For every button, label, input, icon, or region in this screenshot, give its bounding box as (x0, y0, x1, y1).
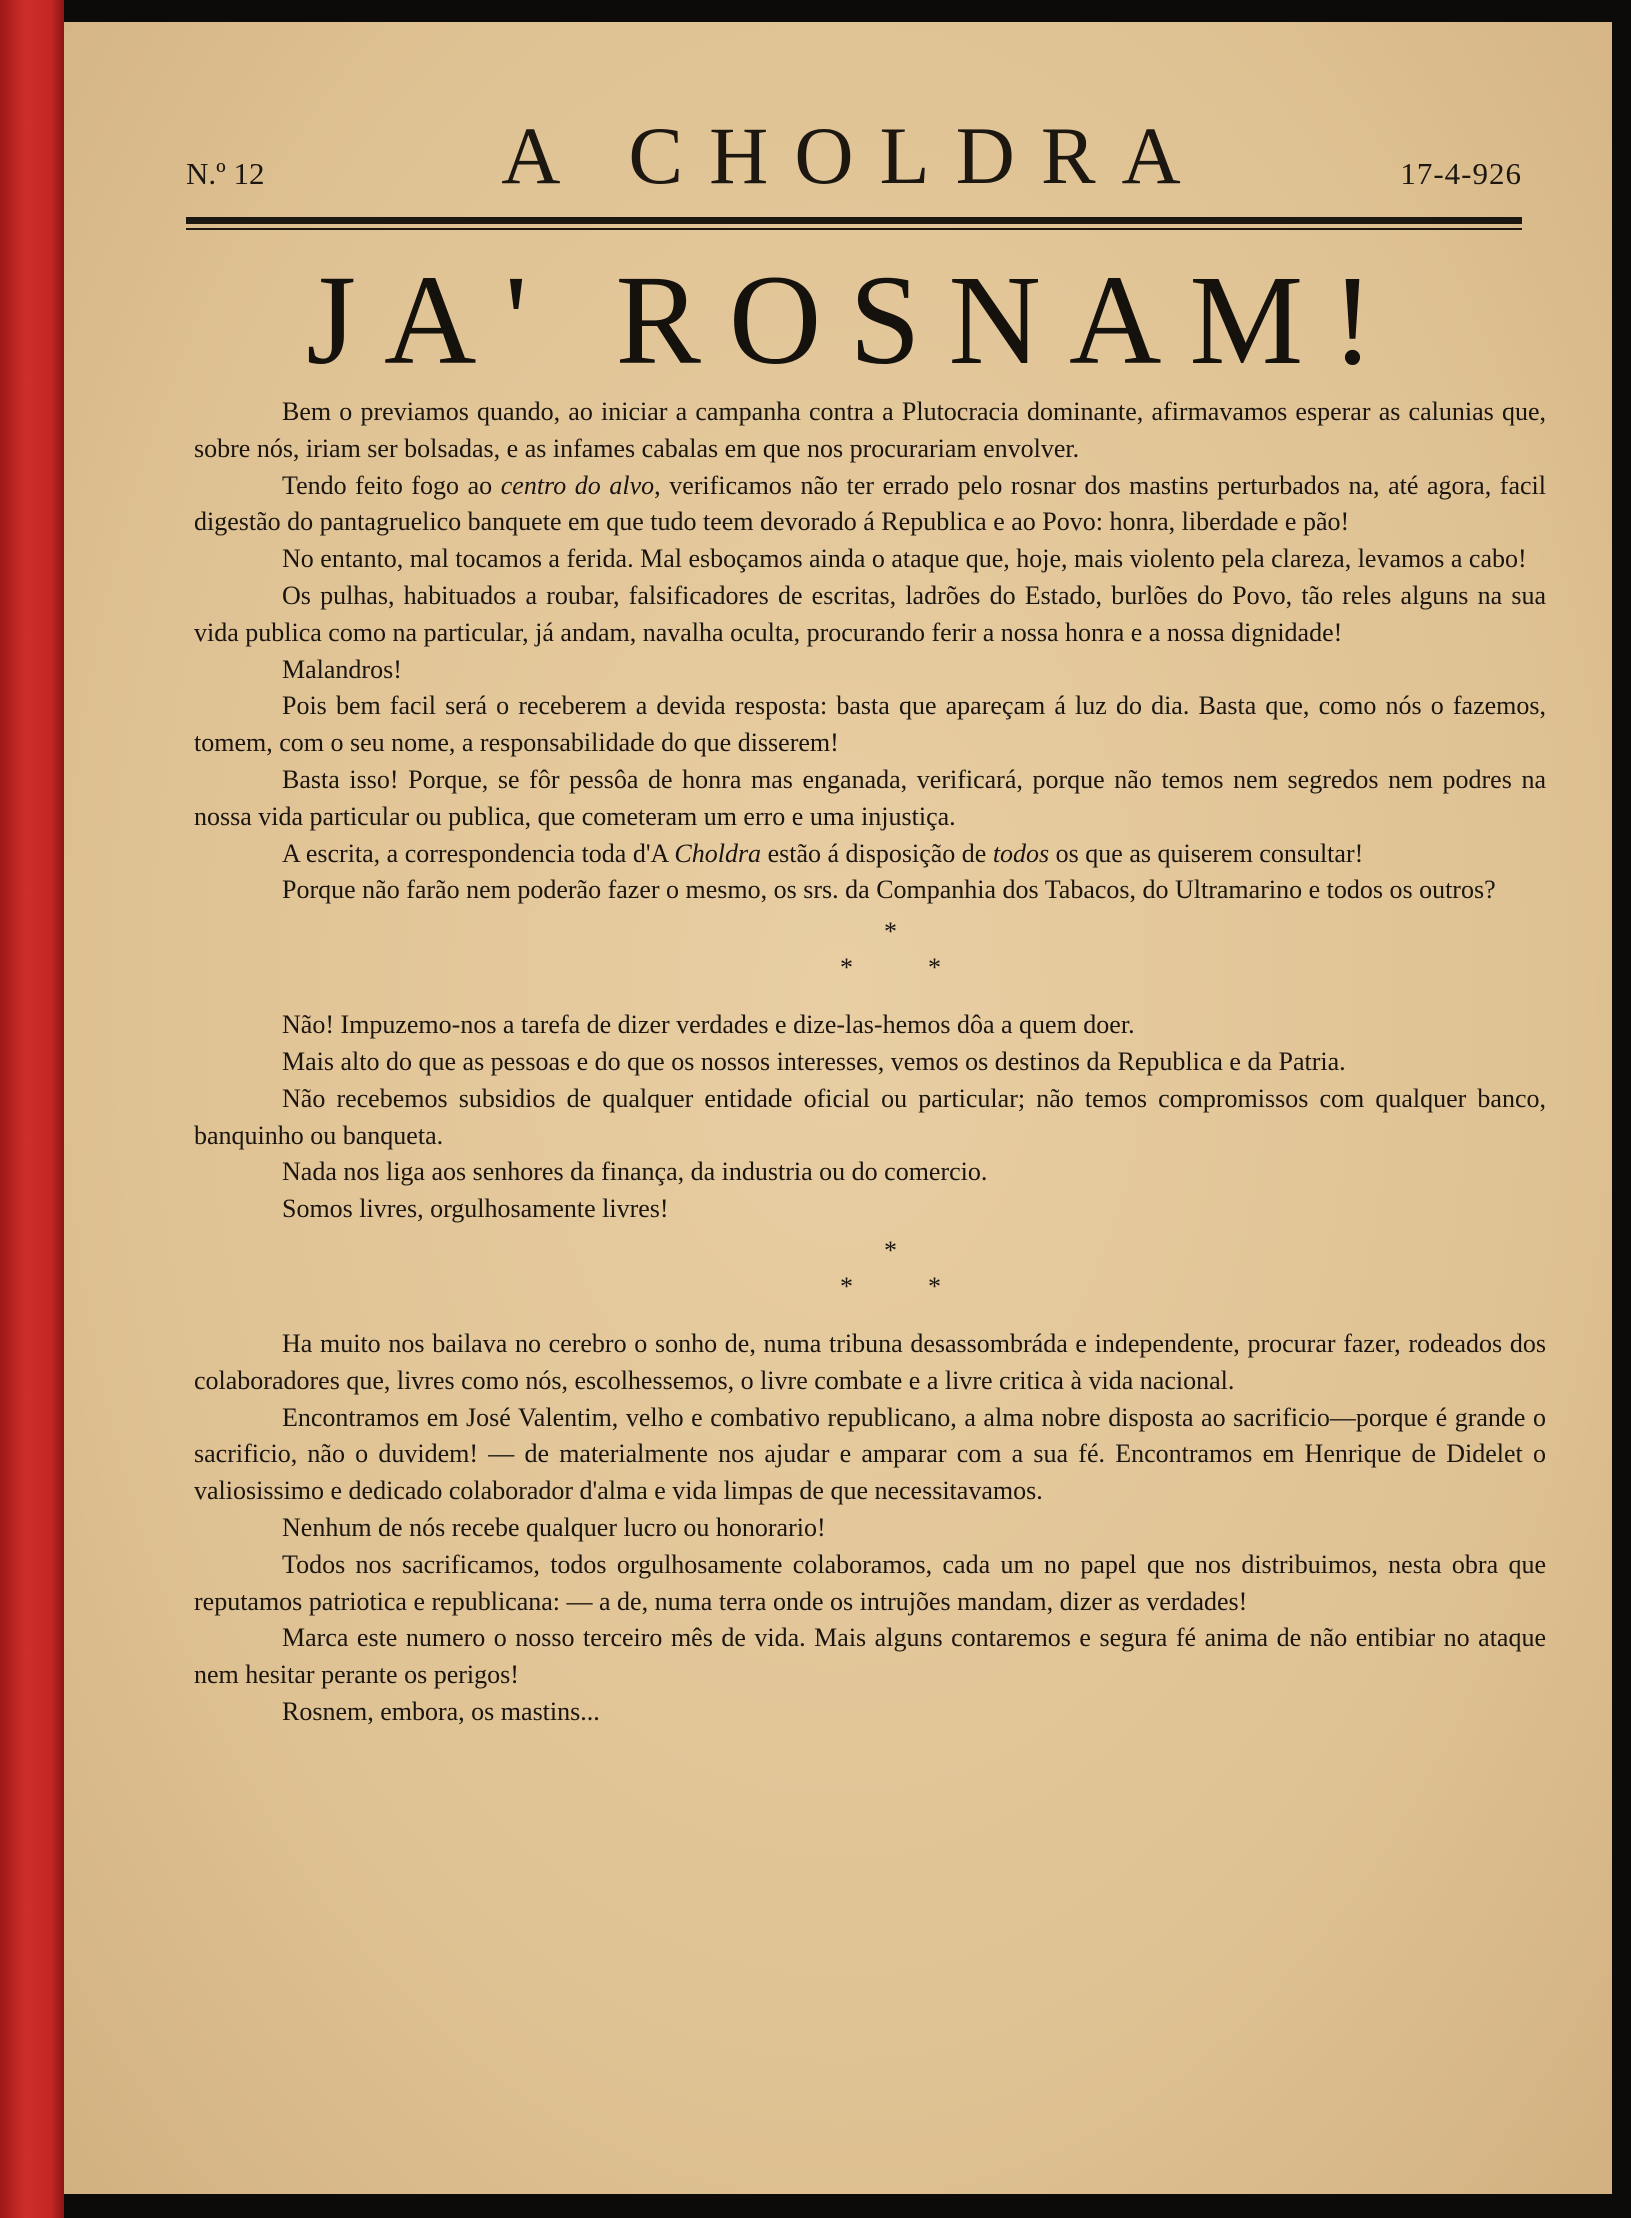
paragraph: Os pulhas, habituados a roubar, falsificadores de escritas, ladrões do Estado, burlões do Povo, tão reles alguns na sua vida publica como na particular, já andam, navalha oculta, procurando ferir a nossa honra e a nossa dignidade! (194, 580, 1546, 647)
paragraph: Todos nos sacrificamos, todos orgulhosamente colaboramos, cada um no papel que nos distribuimos, nesta obra que reputamos patriotica e republicana: — a de, numa terra onde os intrujões mandam, dizer as verdades! (194, 1549, 1546, 1616)
paragraph: Ha muito nos bailava no cerebro o sonho de, numa tribuna desassombráda e independente, procurar fazer, rodeados dos colaboradores que, livres como nós, escolhessemos, o livre combate e a livre critica à vida nacional. (194, 1328, 1546, 1395)
masthead-thick-rule (186, 217, 1522, 224)
asterism-separator: * * * (840, 917, 941, 983)
paragraph: Tendo feito fogo ao centro do alvo, verificamos não ter errado pelo rosnar dos mastins perturbados na, até agora, facil digestão do pantagruelico banquete em que tudo teem devorado á Republica e ao Povo: honra, liberdade e pão! (194, 470, 1546, 537)
paragraph: Encontramos em José Valentim, velho e combativo republicano, a alma nobre disposta ao sacrificio—porque é grande o sacrificio, não o duvidem! — de materialmente nos ajudar e amparar com a sua fé. Encontramos em Henrique de Didelet o valiosissimo e dedicado colaborador d'alma e vida limpas de que necessitavamos. (194, 1402, 1546, 1506)
paragraph: Rosnem, embora, os mastins... (282, 1696, 600, 1726)
paragraph: Bem o previamos quando, ao iniciar a campanha contra a Plutocracia dominante, afirmavamos esperar as calunias que, sobre nós, iriam ser bolsadas, e as infames cabalas em que nos procurariam envolver. (194, 397, 1546, 463)
paragraph: Porque não farão nem poderão fazer o mesmo, os srs. da Companhia dos Tabacos, do Ultramarino e todos os outros? (282, 875, 1496, 905)
masthead-thin-rule (186, 228, 1522, 230)
paragraph: Pois bem facil será o receberem a devida resposta: basta que apareçam á luz do dia. Basta que, como nós o fazemos, tomem, com o seu nome, a responsabilidade do que disserem! (194, 691, 1546, 758)
headline: JA' ROSNAM! (306, 249, 1402, 391)
paragraph: Malandros! (282, 654, 402, 684)
paragraph: No entanto, mal tocamos a ferida. Mal esboçamos ainda o ataque que, hoje, mais violento pela clareza, levamos a cabo! (282, 544, 1527, 574)
article-body (194, 394, 1546, 1731)
issue-number: N.º 12 (186, 156, 265, 191)
paragraph: Não! Impuzemo-nos a tarefa de dizer verdades e dize-las-hemos dôa a quem doer. (282, 1010, 1135, 1040)
paragraph: Não recebemos subsidios de qualquer entidade oficial ou particular; não temos compromissos com qualquer banco, banquinho ou banqueta. (194, 1083, 1546, 1150)
paragraph: Mais alto do que as pessoas e do que os nossos interesses, vemos os destinos da Republica e da Patria. (282, 1046, 1346, 1076)
paragraph: Basta isso! Porque, se fôr pessôa de honra mas enganada, verificará, porque não temos nem segredos nem podres na nossa vida particular ou publica, que cometeram um erro e uma injustiça. (194, 764, 1546, 831)
red-binding-spine (0, 0, 64, 2218)
newspaper-title: A CHOLDRA (501, 110, 1207, 201)
paragraph: Nenhum de nós recebe qualquer lucro ou honorario! (282, 1512, 826, 1542)
paragraph: Somos livres, orgulhosamente livres! (282, 1194, 669, 1224)
newspaper-page (64, 22, 1612, 2194)
paragraph: Nada nos liga aos senhores da finança, da industria ou do comercio. (282, 1157, 988, 1187)
paragraph: Marca este numero o nosso terceiro mês de vida. Mais alguns contaremos e segura fé anima de não entibiar no ataque nem hesitar perante os perigos! (194, 1623, 1546, 1690)
paragraph: A escrita, a correspondencia toda d'A Choldra estão á disposição de todos os que as quiserem consultar! (282, 838, 1364, 868)
issue-date: 17-4-926 (1400, 156, 1522, 191)
asterism-separator: * * * (840, 1235, 941, 1301)
masthead (186, 110, 1522, 202)
